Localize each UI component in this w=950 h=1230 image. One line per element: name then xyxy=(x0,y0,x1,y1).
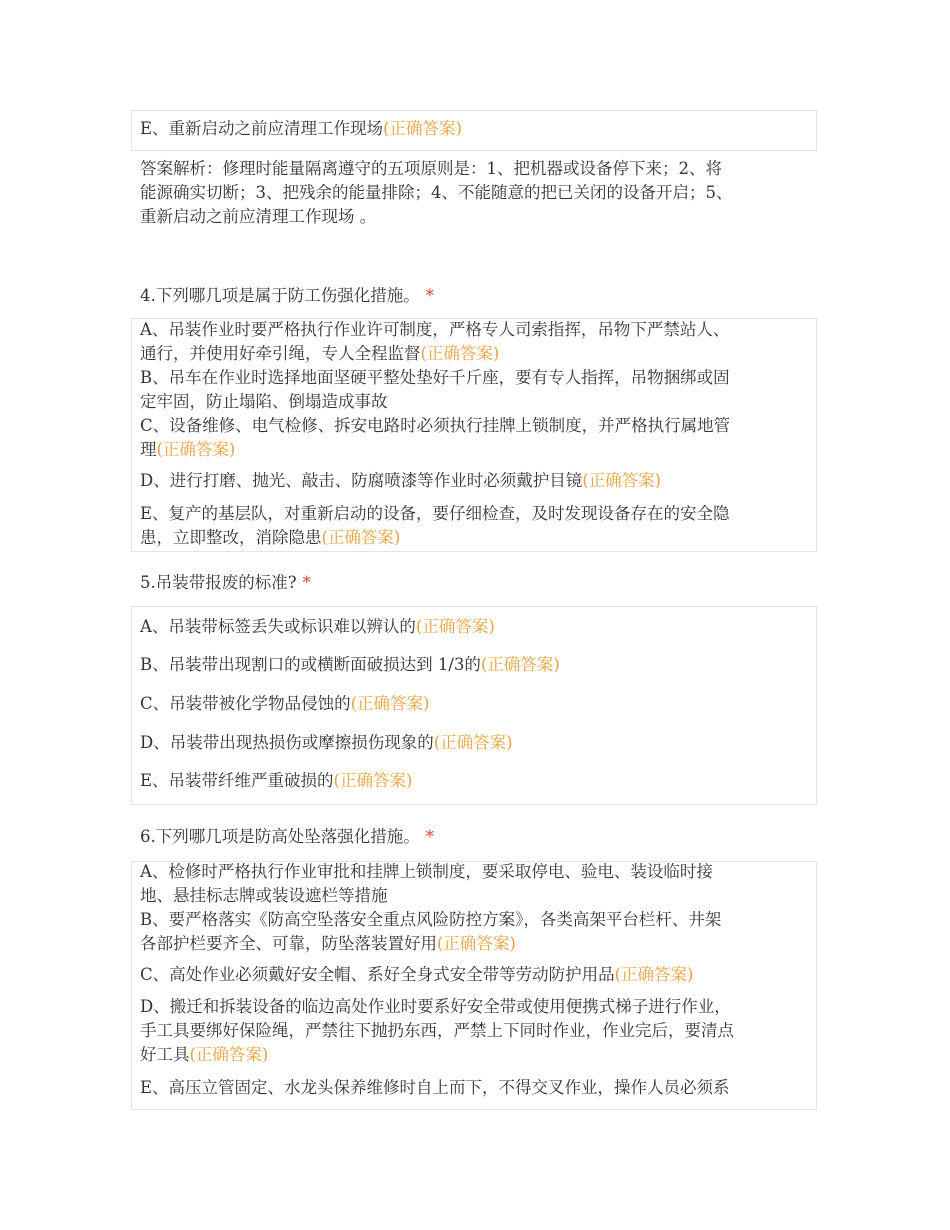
q4-option-a[interactable] xyxy=(140,318,812,342)
option-text: A、吊装带标签丢失或标识难以辨认的 xyxy=(140,617,416,636)
q5-option-a[interactable] xyxy=(140,615,812,639)
option-text: E、吊装带纤维严重破损的 xyxy=(140,771,334,790)
q5-option-e[interactable] xyxy=(140,769,812,793)
question-text: 6.下列哪几项是防高处坠落强化措施。 xyxy=(140,827,420,846)
q6-option-b-cont[interactable] xyxy=(140,932,812,956)
q4-option-b[interactable] xyxy=(140,366,812,390)
q6-option-d-cont[interactable] xyxy=(140,1043,812,1067)
correct-answer-tag: (正确答案) xyxy=(614,965,694,984)
q5-option-b[interactable] xyxy=(140,653,812,677)
option-text: B、要严格落实《防高空坠落安全重点风险防控方案》，各类高架平台栏杆、井架 xyxy=(140,910,722,929)
required-mark: * xyxy=(425,286,434,305)
option-text: E、重新启动之前应清理工作现场 xyxy=(140,119,384,138)
correct-answer-tag: (正确答案) xyxy=(156,440,236,459)
correct-answer-tag: (正确答案) xyxy=(420,344,500,363)
option-text: 好工具 xyxy=(140,1045,190,1064)
answer-analysis-line: 答案解析：修理时能量隔离遵守的五项原则是：1、把机器或设备停下来；2、将 xyxy=(140,159,722,178)
q3-option-e[interactable] xyxy=(140,117,812,141)
option-text: C、高处作业必须戴好安全帽、系好全身式安全带等劳动防护用品 xyxy=(140,965,615,984)
option-text: 通行，并使用好牵引绳，专人全程监督 xyxy=(140,344,421,363)
option-text: 手工具要绑好保险绳，严禁往下抛扔东西，严禁上下同时作业，作业完后，要清点 xyxy=(140,1021,734,1040)
correct-answer-tag: (正确答案) xyxy=(189,1045,269,1064)
option-text: E、高压立管固定、水龙头保养维修时自上而下，不得交叉作业，操作人员必须系 xyxy=(140,1078,730,1097)
correct-answer-tag: (正确答案) xyxy=(415,617,495,636)
q4-option-e-cont[interactable] xyxy=(140,526,812,550)
correct-answer-tag: (正确答案) xyxy=(350,694,430,713)
required-mark: * xyxy=(425,827,434,846)
option-text: D、搬迁和拆装设备的临边高处作业时要系好安全带或使用便携式梯子进行作业， xyxy=(140,997,731,1016)
option-text: 定牢固，防止塌陷、倒塌造成事故 xyxy=(140,392,388,411)
answer-analysis-line: 重新启动之前应清理工作现场 。 xyxy=(140,207,377,226)
option-text: C、吊装带被化学物品侵蚀的 xyxy=(140,694,351,713)
option-text: E、复产的基层队，对重新启动的设备，要仔细检查，及时发现设备存在的安全隐 xyxy=(140,504,730,523)
option-text: 患，立即整改，消除隐患 xyxy=(140,528,322,547)
option-text: B、吊车在作业时选择地面坚硬平整处垫好千斤座，要有专人指挥，吊物捆绑或固 xyxy=(140,368,730,387)
option-text: A、检修时严格执行作业审批和挂牌上锁制度，要采取停电、验电、装设临时接 xyxy=(140,862,713,881)
option-text: B、吊装带出现割口的或横断面破损达到 1/3的 xyxy=(140,655,481,674)
q5-option-c[interactable] xyxy=(140,692,812,716)
correct-answer-tag: (正确答案) xyxy=(480,655,560,674)
q4-option-e[interactable] xyxy=(140,502,812,526)
q6-option-a-cont[interactable] xyxy=(140,884,812,908)
correct-answer-tag: (正确答案) xyxy=(333,771,413,790)
required-mark: * xyxy=(302,573,311,592)
correct-answer-tag: (正确答案) xyxy=(582,471,662,490)
question-title xyxy=(140,571,311,595)
q4-option-d[interactable] xyxy=(140,469,812,493)
option-text: D、吊装带出现热损伤或摩擦损伤现象的 xyxy=(140,733,434,752)
q6-option-c[interactable] xyxy=(140,963,812,987)
q4-option-c[interactable] xyxy=(140,414,812,438)
option-text: D、进行打磨、抛光、敲击、防腐喷漆等作业时必须戴护目镜 xyxy=(140,471,583,490)
q4-option-c-cont[interactable] xyxy=(140,438,812,462)
correct-answer-tag: (正确答案) xyxy=(437,934,516,953)
option-text: C、设备维修、电气检修、拆安电路时必须执行挂牌上锁制度，并严格执行属地管 xyxy=(140,416,731,435)
option-text: 理 xyxy=(140,440,157,459)
option-text: 各部护栏要齐全、可靠，防坠落装置好用 xyxy=(140,934,437,953)
option-text: 地、悬挂标志牌或装设遮栏等措施 xyxy=(140,886,388,905)
q5-option-d[interactable] xyxy=(140,731,812,755)
q6-option-a[interactable] xyxy=(140,860,812,884)
q6-option-d-cont[interactable] xyxy=(140,1019,812,1043)
q4-option-b-cont[interactable] xyxy=(140,390,812,414)
correct-answer-tag: (正确答案) xyxy=(383,119,462,138)
answer-analysis-line: 能源确实切断；3、把残余的能量排除；4、不能随意的把已关闭的设备开启；5、 xyxy=(140,183,733,202)
q6-option-b[interactable] xyxy=(140,908,812,932)
option-text: A、吊装作业时要严格执行作业许可制度，严格专人司索指挥，吊物下严禁站人、 xyxy=(140,320,730,339)
question-text: 5.吊装带报废的标准? xyxy=(140,573,297,592)
question-text: 4.下列哪几项是属于防工伤强化措施。 xyxy=(140,286,420,305)
q6-option-e[interactable] xyxy=(140,1076,812,1100)
q6-option-d[interactable] xyxy=(140,995,812,1019)
question-title xyxy=(140,825,434,849)
q4-option-a-cont[interactable] xyxy=(140,342,812,366)
correct-answer-tag: (正确答案) xyxy=(433,733,513,752)
question-title xyxy=(140,284,434,308)
correct-answer-tag: (正确答案) xyxy=(321,528,401,547)
